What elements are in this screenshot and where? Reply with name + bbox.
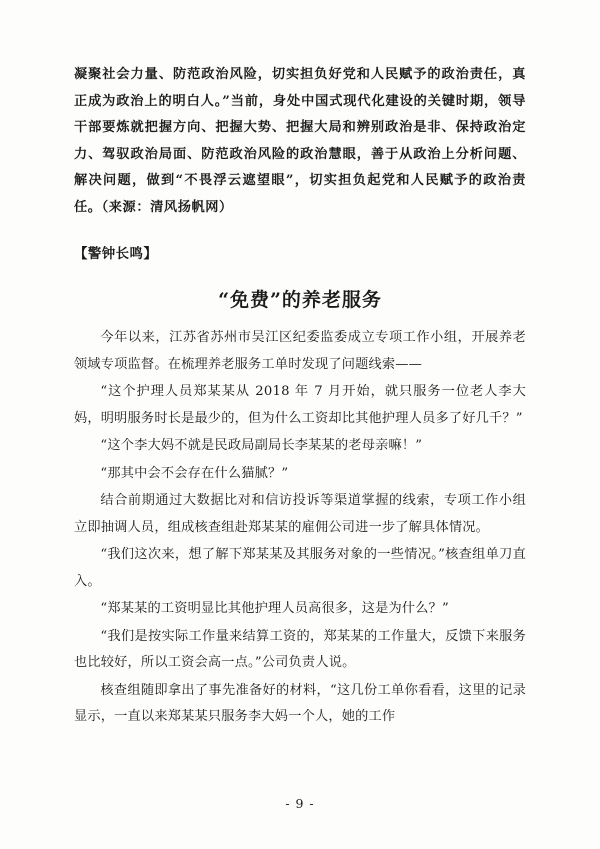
section-tag: 【警钟长鸣】: [74, 246, 158, 262]
body-paragraph-3: “这个李大妈不就是民政局副局长李某某的老母亲嘛！”: [100, 438, 423, 453]
page-content: [74, 62, 526, 731]
body-paragraph-6: “我们这次来，想了解下郑某某及其服务对象的一些情况。”核查组单刀直入。: [74, 547, 526, 589]
body-paragraph-5: 结合前期通过大数据比对和信访投诉等渠道掌握的线索，专项工作小组立即抽调人员，组成核查组赴郑某某的雇佣公司进一步了解具体情况。: [74, 493, 526, 535]
body-paragraph-4: “那其中会不会存在什么猫腻？”: [100, 465, 289, 481]
body-paragraph-8: “我们是按实际工作量来结算工资的，郑某某的工作量大，反馈下来服务也比较好，所以工资会高一点。”公司负责人说。: [74, 628, 526, 670]
article-title: “免费”的养老服务: [218, 289, 382, 311]
opening-paragraph: 凝聚社会力量、防范政治风险，切实担负好党和人民赋予的政治责任，真正成为政治上的明白人。”当前，身处中国式现代化建设的关键时期，领导干部要炼就把握方向、把握大势、把握大局和辨别政治是非、保持政治定力、驾驭政治局面、防范政治风险的政治慧眼，善于从政治上分析问题、解决问题，做到“不畏浮云遮望眼”，切实担负起党和人民赋予的政治责任。（来源：清风扬帆网）: [74, 67, 526, 215]
body-paragraph-2: “这个护理人员郑某某从 2018 年 7 月开始，就只服务一位老人李大妈，明明服务时长是最少的，但为什么工资却比其他护理人员多了好几千？”: [74, 384, 526, 426]
body-paragraph-9: 核查组随即拿出了事先准备好的材料，“这几份工单你看看，这里的记录显示，一直以来郑某某只服务李大妈一个人，她的工作: [74, 682, 526, 724]
page-number: - 9 -: [285, 796, 315, 811]
body-paragraph-7: “郑某某的工资明显比其他护理人员高很多，这是为什么？”: [100, 601, 449, 616]
body-paragraph-1: 今年以来，江苏省苏州市吴江区纪委监委成立专项工作小组，开展养老领域专项监督。在梳理养老服务工单时发现了问题线索——: [74, 330, 526, 372]
